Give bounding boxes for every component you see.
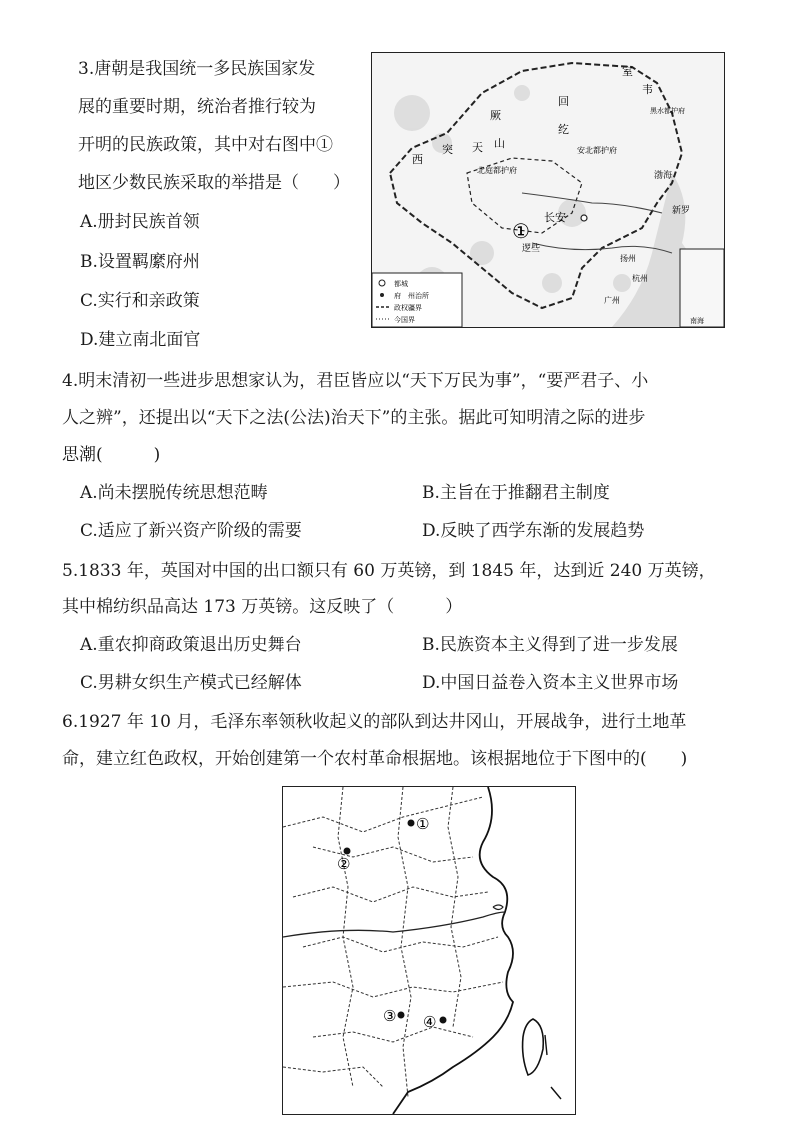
q3-option-b[interactable]: B.设置羁縻府州 — [80, 252, 200, 272]
legend-boundary: 政权疆界 — [394, 304, 422, 312]
q5-option-c[interactable]: C.男耕女织生产模式已经解体 — [80, 673, 302, 693]
q5-line-1: 5.1833 年，英国对中国的出口额只有 60 万英镑，到 1845 年，达到近 240 万英镑， — [62, 561, 716, 581]
marker-1: ① — [416, 815, 430, 833]
legend-modern-border: 今国界 — [394, 316, 415, 324]
q6-line-1: 6.1927 年 10 月，毛泽东率领秋收起义的部队到达井冈山，开展战争，进行土地革 — [62, 712, 687, 732]
q4-option-c[interactable]: C.适应了新兴资产阶级的需要 — [80, 521, 302, 541]
label-shan: 山 — [494, 137, 505, 150]
q4-option-b[interactable]: B.主旨在于推翻君主制度 — [422, 483, 610, 503]
label-changan: 长安 — [544, 211, 566, 224]
q5-option-d[interactable]: D.中国日益卷入资本主义世界市场 — [422, 673, 679, 693]
q6-line-2: 命，建立红色政权，开始创建第一个农村革命根据地。该根据地位于下图中的( ) — [62, 749, 688, 769]
label-he: 纥 — [558, 123, 569, 136]
tang-map-svg — [372, 53, 724, 327]
label-xinluo: 新罗 — [672, 206, 691, 216]
label-hang: 杭州 — [632, 274, 648, 283]
label-jue: 厥 — [490, 109, 501, 122]
label-luoxie: 逻些 — [522, 244, 541, 254]
q4-line-1: 4.明末清初一些进步思想家认为，君臣皆应以“天下万民为事”，“要严君子、小 — [62, 371, 649, 391]
q4-option-d[interactable]: D.反映了西学东渐的发展趋势 — [422, 521, 645, 541]
q5-line-2: 其中棉纺织品高达 173 万英镑。这反映了（ ） — [62, 597, 463, 617]
label-shiwei: 室 — [622, 65, 633, 78]
q4-line-3: 思潮( ) — [62, 445, 161, 465]
label-tu: 突 — [442, 143, 453, 156]
label-anbei: 安北都护府 — [577, 146, 617, 155]
legend-capital: 都城 — [394, 280, 408, 288]
marker-4: ④ — [423, 1013, 437, 1031]
q4-option-a[interactable]: A.尚未摆脱传统思想范畴 — [80, 483, 268, 503]
q3-line-4: 地区少数民族采取的举措是（ ） — [78, 173, 350, 193]
q3-option-a[interactable]: A.册封民族首领 — [80, 212, 200, 232]
tang-map — [371, 52, 725, 328]
label-hui: 回 — [558, 95, 569, 108]
label-xi: 西 — [412, 153, 423, 166]
q3-line-1: 3.唐朝是我国统一多民族国家发 — [78, 59, 316, 79]
label-guang: 广州 — [604, 296, 620, 305]
label-tian: 天 — [472, 141, 483, 154]
q3-line-2: 展的重要时期，统治者推行较为 — [78, 97, 316, 117]
label-heishui: 黑水都护府 — [650, 107, 685, 115]
china-map-svg — [283, 787, 575, 1114]
china-map — [282, 786, 576, 1115]
label-wei: 韦 — [642, 83, 653, 96]
q3-option-d[interactable]: D.建立南北面官 — [80, 330, 201, 350]
label-bohai: 渤海 — [654, 171, 673, 181]
q5-option-a[interactable]: A.重农抑商政策退出历史舞台 — [80, 635, 302, 655]
legend-prefecture: 府 州治所 — [394, 292, 429, 300]
label-yang: 扬州 — [620, 254, 636, 263]
q4-line-2: 人之辨”，还提出以“天下之法(公法)治天下”的主张。据此可知明清之际的进步 — [62, 408, 646, 428]
label-beiting: 北庭都护府 — [477, 166, 517, 175]
marker-2: ② — [337, 855, 351, 873]
label-nanhai: 南海 — [690, 317, 704, 325]
q5-option-b[interactable]: B.民族资本主义得到了进一步发展 — [422, 635, 678, 655]
label-region-1: ① — [512, 219, 530, 243]
q3-line-3: 开明的民族政策，其中对右图中① — [78, 135, 333, 155]
q3-option-c[interactable]: C.实行和亲政策 — [80, 291, 200, 311]
marker-3: ③ — [383, 1007, 397, 1025]
